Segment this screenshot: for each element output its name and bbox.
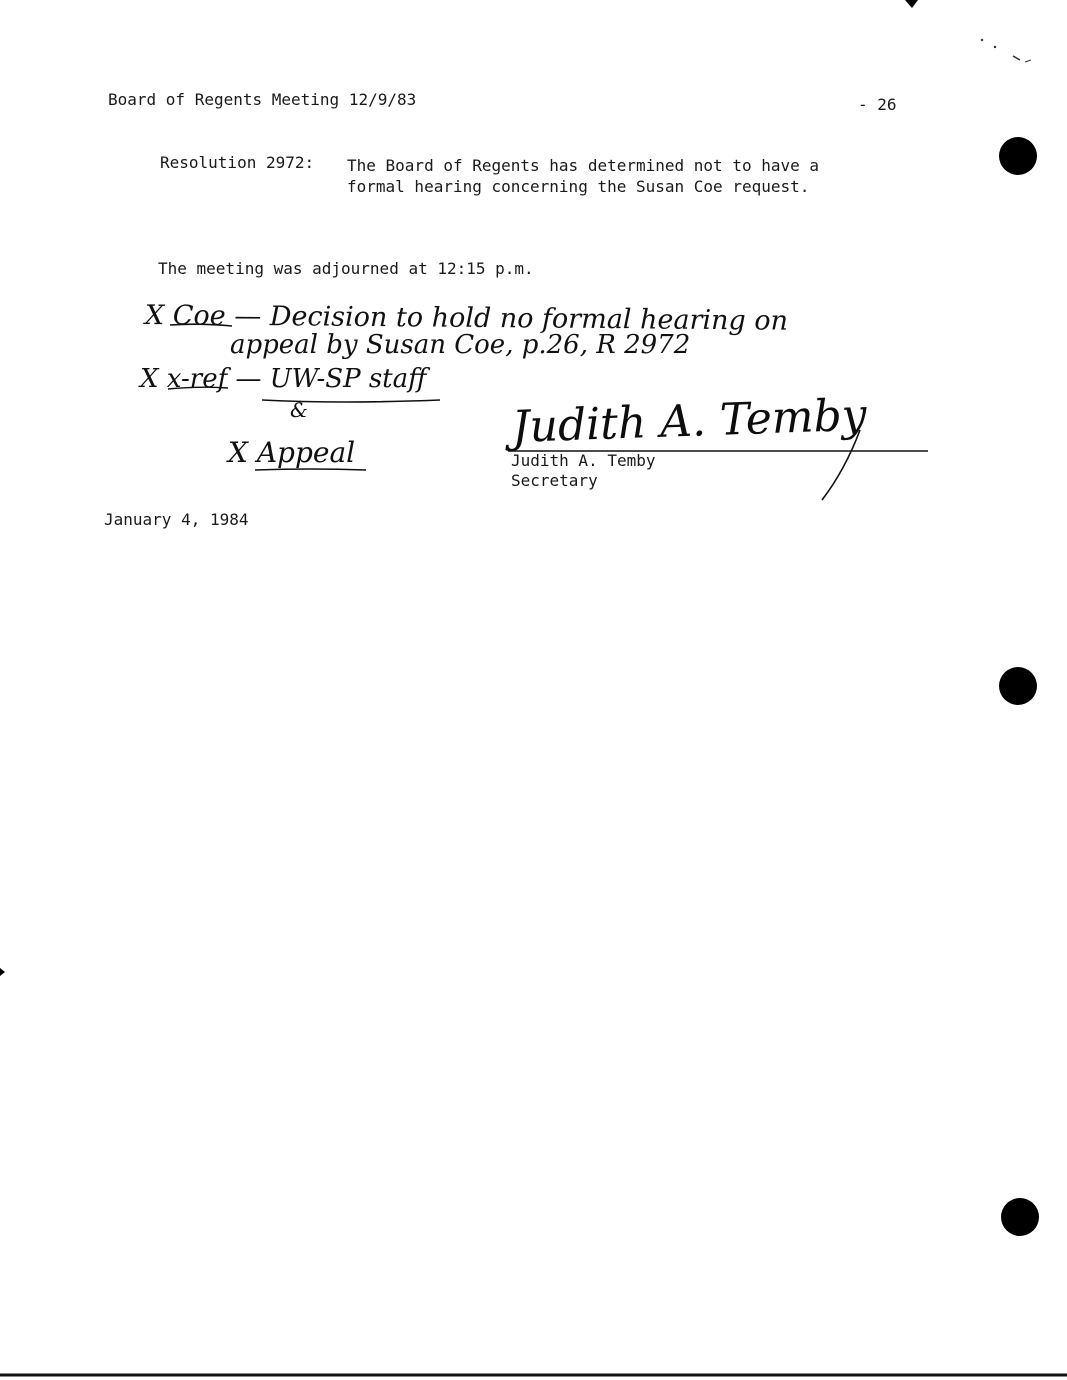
handwritten-note-line-2: appeal by Susan Coe, p.26, R 2972 [230, 330, 691, 360]
handwritten-note-line-5: X Appeal [228, 436, 356, 469]
document-date: January 4, 1984 [104, 510, 249, 529]
resolution-label: Resolution 2972: [160, 153, 315, 172]
adjourned-statement: The meeting was adjourned at 12:15 p.m. [158, 259, 534, 278]
handwritten-note-line-3: X x-ref — UW-SP staff [140, 364, 427, 394]
signatory-title: Secretary [511, 471, 598, 490]
page-header-title: Board of Regents Meeting 12/9/83 [108, 90, 417, 109]
resolution-text-line-1: The Board of Regents has determined not to have a [347, 156, 820, 175]
signature-handwritten: Judith A. Temby [511, 389, 868, 453]
handwritten-note-line-4: & [290, 398, 308, 422]
signatory-name: Judith A. Temby [511, 451, 656, 470]
handwritten-note-line-1: X Coe — Decision to hold no formal hearing on [144, 300, 789, 337]
resolution-text-line-2: formal hearing concerning the Susan Coe request. [347, 177, 810, 196]
page-number: - 26 [858, 95, 897, 114]
